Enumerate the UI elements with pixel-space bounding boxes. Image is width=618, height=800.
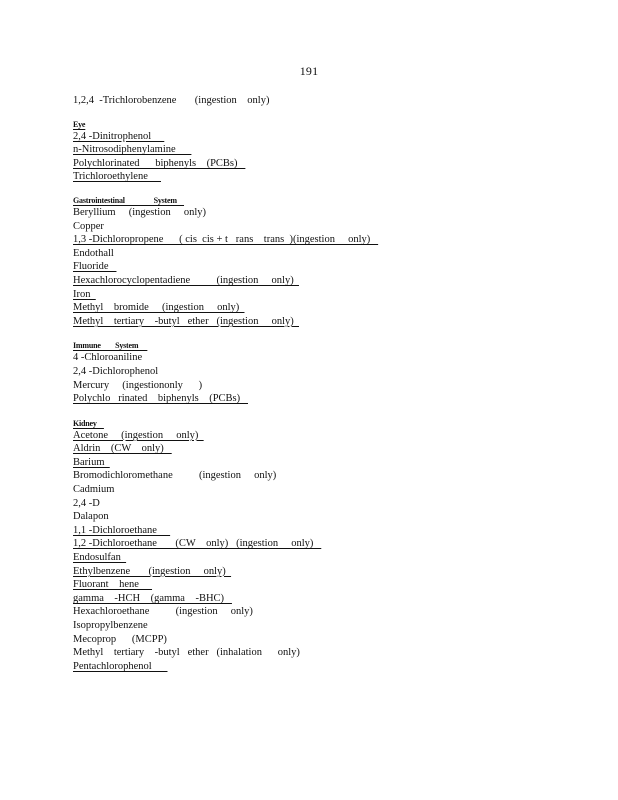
document-content <box>73 94 573 684</box>
list-item <box>73 301 573 315</box>
section-header: Eye <box>73 119 86 129</box>
list-item <box>73 170 573 184</box>
list-item-text: Acetone (ingestion only) <box>73 429 204 441</box>
list-item-text: Aldrin (CW only) <box>73 443 172 455</box>
list-item <box>73 565 573 579</box>
list-item-text: Methyl tertiary -butyl ether (inhalation only) <box>73 647 300 659</box>
list-item <box>73 288 573 302</box>
list-item <box>73 605 573 619</box>
section-header: Immune System <box>73 341 148 351</box>
list-item-text: 1,1 -Dichloroethane <box>73 524 171 536</box>
list-item <box>73 365 573 379</box>
list-item <box>73 351 573 365</box>
list-item-text: Endosulfan <box>73 552 127 564</box>
list-item-text: Hexachloroethane (ingestion only) <box>73 606 253 618</box>
list-item-text: 2,4 -Dichlorophenol <box>73 365 159 377</box>
list-item <box>73 143 573 157</box>
list-item-text: Isopropylbenzene <box>73 620 148 631</box>
list-item <box>73 379 573 393</box>
list-item-text: Polychlo rinated biphenyls (PCBs) <box>73 393 248 405</box>
section-eye <box>73 119 573 184</box>
list-item <box>73 315 573 329</box>
section-kidney <box>73 418 573 674</box>
list-item-text: Fluorant hene <box>73 579 153 591</box>
list-item <box>73 524 573 538</box>
list-item-text: 1,3 -Dichloropropene ( cis cis + t rans trans )(ingestion only) <box>73 234 379 246</box>
list-item <box>73 660 573 674</box>
list-item <box>73 646 573 660</box>
list-item-text: Polychlorinated biphenyls (PCBs) <box>73 157 246 169</box>
list-item <box>73 392 573 406</box>
list-item-text: 2,4 -Dinitrophenol <box>73 130 165 142</box>
section-header: Kidney <box>73 418 104 428</box>
item-list <box>73 130 573 184</box>
list-item <box>73 220 573 234</box>
list-item <box>73 130 573 144</box>
list-item-text: 4 -Chloroaniline <box>73 352 143 364</box>
list-item-text: Fluoride <box>73 261 117 273</box>
page-number: 191 <box>299 64 319 78</box>
list-item-text: gamma -HCH (gamma -BHC) <box>73 592 232 604</box>
list-item-text: Beryllium (ingestion only) <box>73 206 206 218</box>
section-gastrointestinal-system <box>73 195 573 328</box>
list-item <box>73 442 573 456</box>
list-item-text: Endothall <box>73 247 114 259</box>
list-item-text: Methyl tertiary -butyl ether (ingestion only) <box>73 315 299 327</box>
list-item <box>73 633 573 647</box>
list-item-text: Mercury (ingestiononly ) <box>73 379 203 391</box>
list-item-text: Bromodichloromethane (ingestion only) <box>73 470 277 482</box>
list-item <box>73 429 573 443</box>
list-item-text: Trichloroethylene <box>73 171 161 183</box>
list-item-text: Ethylbenzene (ingestion only) <box>73 565 232 577</box>
list-item <box>73 619 573 633</box>
list-item-text: Iron <box>73 288 96 300</box>
list-item <box>73 537 573 551</box>
list-item-text: 1,2 -Dichloroethane (CW only) (ingestion only) <box>73 538 322 550</box>
list-item-text: Dalapon <box>73 511 109 523</box>
list-item <box>73 206 573 220</box>
list-item-text: Methyl bromide (ingestion only) <box>73 302 245 314</box>
item-list <box>73 429 573 674</box>
list-item-text: Cadmium <box>73 484 115 496</box>
list-item <box>73 551 573 565</box>
list-item <box>73 456 573 470</box>
section-header: Gastrointestinal System <box>73 195 185 205</box>
list-item <box>73 510 573 524</box>
list-item-text: Pentachlorophenol <box>73 660 168 672</box>
list-item <box>73 233 573 247</box>
list-item <box>73 469 573 483</box>
list-item-text: n-Nitrosodiphenylamine <box>73 144 192 156</box>
list-item-text: 2,4 -D <box>73 497 100 509</box>
list-item <box>73 260 573 274</box>
list-item <box>73 592 573 606</box>
intro-line: 1,2,4 -Trichlorobenzene (ingestion only) <box>73 95 270 106</box>
item-list <box>73 351 573 405</box>
list-item <box>73 247 573 261</box>
list-item <box>73 483 573 497</box>
list-item-text: Barium <box>73 456 110 468</box>
list-item <box>73 578 573 592</box>
section-immune-system <box>73 340 573 405</box>
list-item-text: Hexachlorocyclopentadiene (ingestion only) <box>73 274 299 286</box>
list-item <box>73 157 573 171</box>
list-item <box>73 497 573 511</box>
item-list <box>73 206 573 328</box>
list-item-text: Copper <box>73 220 104 232</box>
list-item <box>73 274 573 288</box>
list-item-text: Mecoprop (MCPP) <box>73 633 167 645</box>
